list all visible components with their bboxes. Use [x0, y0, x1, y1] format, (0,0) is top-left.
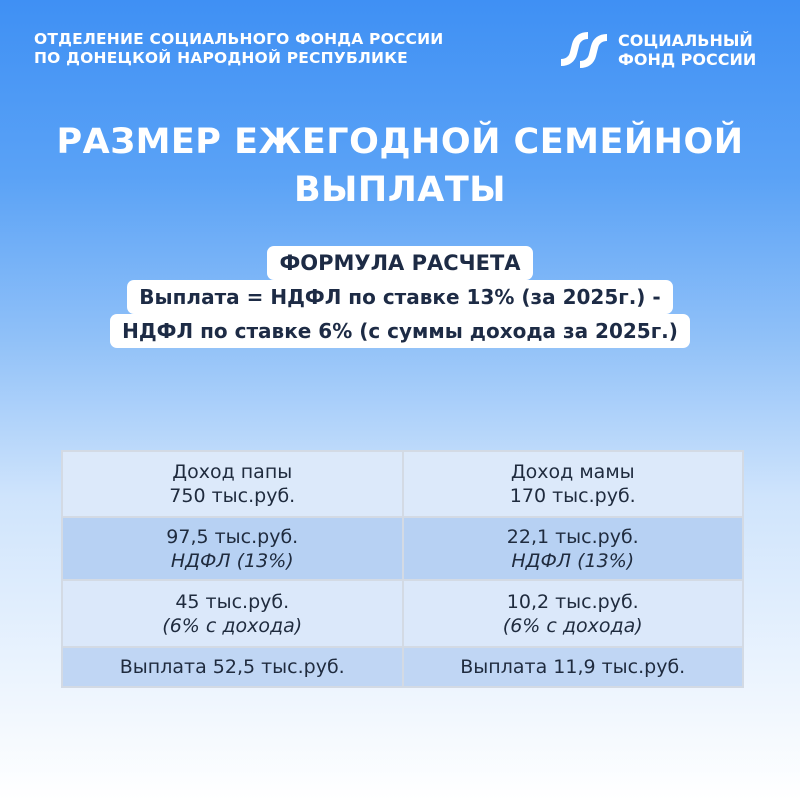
cell-value: 750 тыс.руб.: [169, 485, 296, 507]
logo-text: [618, 31, 756, 69]
formula-heading: ФОРМУЛА РАСЧЕТА: [267, 246, 532, 280]
cell-note: (6% с дохода): [502, 614, 643, 637]
table-cell-mother-income: [403, 451, 744, 517]
cell-label: Доход папы: [172, 461, 293, 483]
cell-note: НДФЛ (13%): [511, 549, 635, 572]
formula-block: [0, 246, 800, 348]
cell-value: Выплата 52,5 тыс.руб.: [119, 656, 345, 678]
page-title: [0, 118, 800, 214]
organization-name: [34, 30, 443, 68]
cell-value: 45 тыс.руб.: [175, 590, 290, 613]
cell-value: 22,1 тыс.руб.: [506, 525, 639, 548]
cell-value: 170 тыс.руб.: [509, 485, 636, 507]
table-cell-mother-ndfl: [403, 517, 744, 580]
table-cell-mother-six-percent: [403, 580, 744, 647]
cell-note: НДФЛ (13%): [170, 549, 294, 572]
table-row: [62, 647, 743, 687]
title-line-2: ВЫПЛАТЫ: [293, 170, 507, 210]
cell-value: 97,5 тыс.руб.: [166, 525, 299, 548]
cell-value: Выплата 11,9 тыс.руб.: [460, 656, 686, 678]
table-cell-father-income: [62, 451, 403, 517]
table-cell-mother-payment: [403, 647, 744, 687]
table-cell-father-ndfl: [62, 517, 403, 580]
logo-line-2: ФОНД РОССИИ: [618, 50, 757, 69]
table-cell-father-payment: [62, 647, 403, 687]
sfr-logo-icon: [558, 28, 610, 72]
formula-line-2: НДФЛ по ставке 6% (с суммы дохода за 2025г.): [110, 314, 690, 348]
payment-table: [61, 450, 744, 688]
logo-line-1: СОЦИАЛЬНЫЙ: [618, 31, 753, 50]
formula-line-1: Выплата = НДФЛ по ставке 13% (за 2025г.) -: [127, 280, 672, 314]
cell-value: 10,2 тыс.руб.: [506, 590, 639, 613]
title-line-1: РАЗМЕР ЕЖЕГОДНОЙ СЕМЕЙНОЙ: [56, 122, 744, 162]
cell-label: Доход мамы: [510, 461, 635, 483]
table-cell-father-six-percent: [62, 580, 403, 647]
organization-line-2: ПО ДОНЕЦКОЙ НАРОДНОЙ РЕСПУБЛИКЕ: [34, 49, 408, 67]
table-row: [62, 451, 743, 517]
organization-line-1: ОТДЕЛЕНИЕ СОЦИАЛЬНОГО ФОНДА РОССИИ: [34, 30, 444, 48]
table-row: [62, 517, 743, 580]
sfr-logo: [558, 28, 756, 72]
table-row: [62, 580, 743, 647]
cell-note: (6% с дохода): [162, 614, 303, 637]
